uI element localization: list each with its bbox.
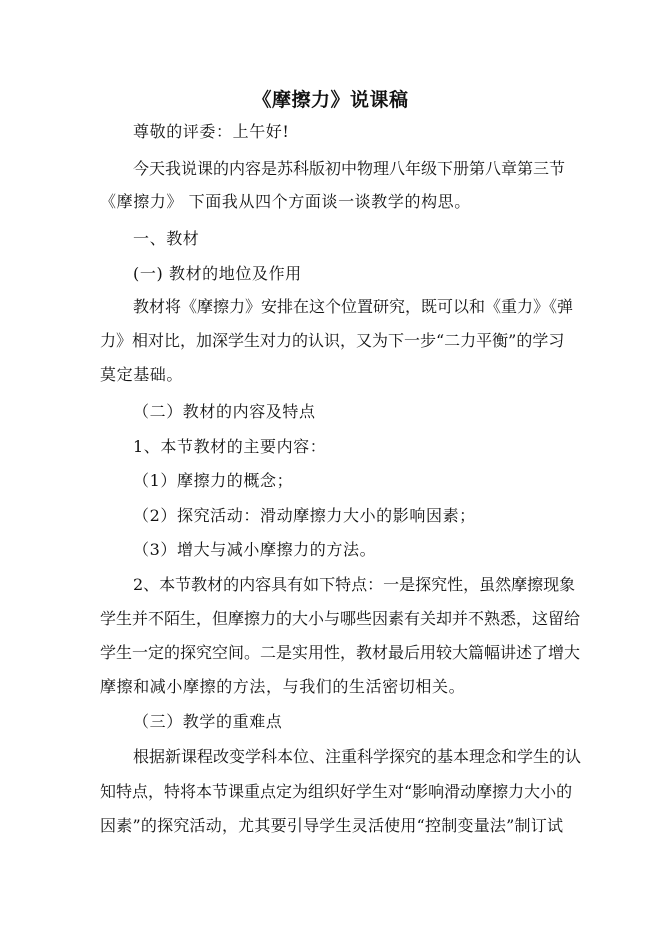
paragraph-line: 学生并不陌生，但摩擦力的大小与哪些因素有关却并不熟悉，这留给 bbox=[100, 609, 581, 628]
paragraph-line: 根据新课程改变学科本位、注重科学探究的基本理念和学生的认 bbox=[133, 747, 582, 766]
subsection-heading: (一) 教材的地位及作用 bbox=[133, 264, 302, 283]
paragraph-line: 教材将《摩擦力》安排在这个位置研究，既可以和《重力》《弹 bbox=[133, 297, 574, 316]
paragraph-line: 因素”的探究活动，尤其要引导学生灵活使用“控制变量法”制订试 bbox=[100, 816, 563, 835]
section-heading: 一、教材 bbox=[133, 229, 200, 248]
list-item: （3）增大与减小摩擦力的方法。 bbox=[133, 540, 377, 559]
paragraph-line: 2、本节教材的内容具有如下特点：一是探究性，虽然摩擦现象 bbox=[133, 575, 576, 594]
subsection-heading: （三）教学的重难点 bbox=[133, 712, 283, 731]
greeting-line: 尊敬的评委：上午好! bbox=[133, 122, 290, 141]
list-item: （2）探究活动：滑动摩擦力大小的影响因素； bbox=[133, 506, 476, 525]
paragraph-line: 知特点，特将本节课重点定为组织好学生对“影响滑动摩擦力大小的 bbox=[100, 782, 573, 801]
list-item: （1）摩擦力的概念； bbox=[133, 471, 294, 490]
document-title: 《摩擦力》说课稿 bbox=[252, 89, 409, 111]
subsection-heading: （二）教材的内容及特点 bbox=[133, 402, 316, 421]
paragraph-line: 学生一定的探究空间。二是实用性，教材最后用较大篇幅讲述了增大 bbox=[100, 643, 581, 662]
paragraph-line: 力》相对比，加深学生对力的认识，又为下一步“二力平衡”的学习 bbox=[100, 331, 565, 350]
paragraph-line: 莫定基础。 bbox=[100, 365, 184, 384]
paragraph-line: 摩擦和减小摩擦的方法，与我们的生活密切相关。 bbox=[100, 677, 466, 696]
paragraph-line: 今天我说课的内容是苏科版初中物理八年级下册第八章第三节 bbox=[133, 159, 566, 178]
list-heading: 1、本节教材的主要内容： bbox=[133, 437, 327, 456]
paragraph-line: 《摩擦力》 下面我从四个方面谈一谈教学的构思。 bbox=[100, 192, 471, 211]
